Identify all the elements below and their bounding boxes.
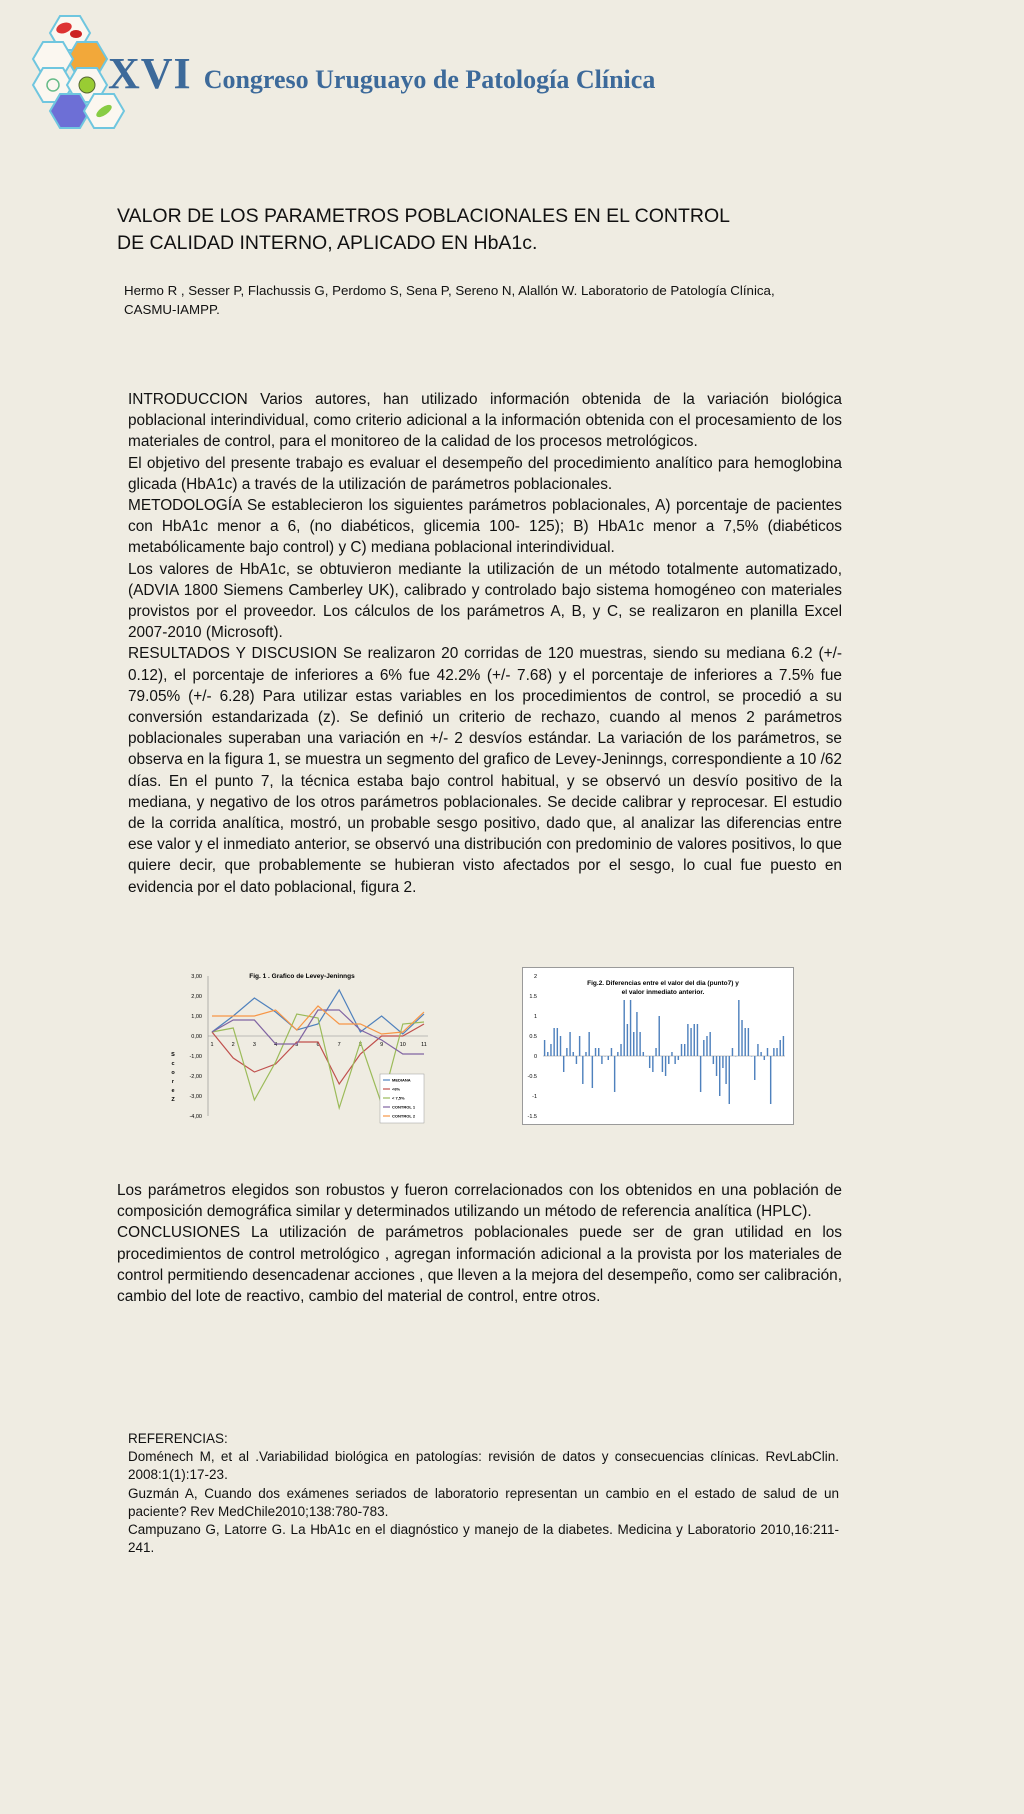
- fig2-bar: [722, 1056, 723, 1068]
- fig2-bar: [738, 1000, 739, 1056]
- fig2-bar: [684, 1044, 685, 1056]
- fig2-bar: [550, 1044, 551, 1056]
- fig1-xtick-label: 5: [295, 1042, 299, 1048]
- fig2-bar: [595, 1048, 596, 1056]
- fig1-ytick-label: 2,00: [191, 994, 202, 1000]
- fig2-bar: [780, 1040, 781, 1056]
- fig1-xtick-label: 6: [316, 1042, 320, 1048]
- figure-1-levey-jennings: [166, 966, 436, 1126]
- fig2-bar: [614, 1056, 615, 1092]
- fig1-xtick-label: 11: [421, 1042, 427, 1048]
- correlation-paragraph: Los parámetros elegidos son robustos y fueron correlacionados con los obtenidos en una población de composición demográfica similar y determinados utilizando un método de referencia analítica (HPLC).: [117, 1182, 842, 1221]
- paper-title: VALOR DE LOS PARAMETROS POBLACIONALES EN EL CONTROL DE CALIDAD INTERNO, APLICADO EN HbA1c.: [117, 205, 730, 254]
- fig2-bar: [579, 1036, 580, 1056]
- fig1-xtick-label: 8: [358, 1042, 362, 1048]
- congress-name: Congreso Uruguayo de Patología Clínica: [203, 65, 656, 94]
- fig1-legend-label: CONTROL 2: [392, 1113, 416, 1119]
- congress-header: [108, 48, 655, 99]
- fig2-bar: [592, 1056, 593, 1088]
- fig2-bar: [732, 1048, 733, 1056]
- fig2-bar: [700, 1056, 701, 1092]
- fig2-bar: [735, 1056, 736, 1057]
- references-section: [128, 1430, 839, 1557]
- congress-roman-number: XVI: [108, 49, 192, 98]
- fig2-bar: [573, 1052, 574, 1056]
- fig2-bar: [760, 1052, 761, 1056]
- fig1-ylabel-letter: o: [171, 1070, 175, 1076]
- fig1-xtick-label: 1: [210, 1042, 214, 1048]
- fig1-legend-label: < 7,5%: [392, 1095, 405, 1101]
- fig2-bar: [694, 1024, 695, 1056]
- fig2-bar: [770, 1056, 771, 1104]
- fig1-xtick-label: 2: [231, 1042, 235, 1048]
- fig2-bar: [662, 1056, 663, 1072]
- fig2-bar: [671, 1052, 672, 1056]
- fig1-xtick-label: 7: [337, 1042, 341, 1048]
- intro-paragraph: INTRODUCCION Varios autores, han utilizado información obtenida de la variación biológica poblacional interindividual, como criterio adicional a la información obtenida con el procesamiento de los materiales de control, para el monitoreo de la calidad de los procesos metrológicos.: [128, 391, 842, 451]
- fig2-bar: [627, 1024, 628, 1056]
- methods-detail-paragraph: Los valores de HbA1c, se obtuvieron mediante la utilización de un método totalmente automatizado, (ADVIA 1800 Siemens Camberley UK), calibrado y controlado bajo sistema homogéneo con materiales provistos por el proveedor. Los cálculos de los parámetros A, B, y C, se realizaron en planilla Excel 2007-2010 (Microsoft).: [128, 560, 842, 642]
- fig1-legend-label: CONTROL 1: [392, 1104, 416, 1110]
- fig2-bar: [557, 1028, 558, 1056]
- fig2-bar: [582, 1056, 583, 1084]
- fig1-legend-label: <6%: [392, 1086, 401, 1092]
- fig2-bar: [576, 1056, 577, 1064]
- fig2-bar: [646, 1056, 647, 1057]
- fig2-bar: [741, 1020, 742, 1056]
- fig1-xtick-label: 10: [399, 1042, 406, 1048]
- fig2-bar: [674, 1056, 675, 1064]
- fig2-bar: [687, 1024, 688, 1056]
- fig2-bar: [601, 1056, 602, 1064]
- fig2-ytick-label: 2: [533, 974, 537, 980]
- fig1-ytick-label: -4,00: [189, 1114, 202, 1120]
- fig2-ytick-label: -1: [532, 1094, 537, 1100]
- fig2-bar: [665, 1056, 666, 1076]
- fig1-title: Fig. 1 . Grafico de Levey-Jeninngs: [249, 973, 355, 980]
- fig1-ytick-label: 1,00: [191, 1014, 202, 1020]
- fig2-bar: [566, 1048, 567, 1056]
- fig2-bar: [611, 1048, 612, 1056]
- fig2-ytick-label: 0: [533, 1054, 537, 1060]
- references-heading: REFERENCIAS:: [128, 1431, 228, 1446]
- fig2-bar: [719, 1056, 720, 1096]
- fig2-ytick-label: -1.5: [527, 1114, 537, 1120]
- differences-bar-chart: [523, 968, 793, 1124]
- fig2-bar: [633, 1032, 634, 1056]
- fig2-bar: [569, 1032, 570, 1056]
- fig2-bar: [544, 1040, 545, 1056]
- fig1-ytick-label: -3,00: [189, 1094, 202, 1100]
- fig2-bar: [649, 1056, 650, 1068]
- fig2-bar: [617, 1052, 618, 1056]
- fig1-ylabel-letter: Z: [171, 1097, 175, 1103]
- fig2-bar: [697, 1024, 698, 1056]
- fig2-bar: [706, 1036, 707, 1056]
- fig2-bar: [703, 1040, 704, 1056]
- conclusions-paragraph: CONCLUSIONES La utilización de parámetros poblacionales puede ser de gran utilidad en los procedimientos de control metrológico , agregan información adicional a la provista por los materiales de control permitiendo desencadenar acciones , que lleven a la mejora del desempeño, como ser calibración, cambio del lote de reactivo, cambio del material de control, entre otros.: [117, 1224, 842, 1306]
- fig2-bar: [553, 1028, 554, 1056]
- fig2-ytick-label: 0.5: [529, 1034, 537, 1040]
- fig2-bar: [764, 1056, 765, 1060]
- fig2-bar: [652, 1056, 653, 1072]
- fig2-bar: [598, 1048, 599, 1056]
- fig2-ytick-label: 1.5: [529, 994, 537, 1000]
- fig2-bar: [729, 1056, 730, 1104]
- figure-2-differences: [522, 967, 794, 1125]
- fig2-title: Fig.2. Diferencias entre el valor del dia (punto7) y el valor inmediato anterior.: [587, 980, 739, 996]
- results-paragraph: RESULTADOS Y DISCUSION Se realizaron 20 corridas de 120 muestras, siendo su mediana 6.2 (+/- 0.12), el porcentaje de inferiores a 6% fue 42.2% (+/- 7.68) y el porcentaje de inferiores a 7.5% fue 79.05% (+/- 6.28) Para utilizar estas variables en los procedimientos de control, se procedió a su conversión estandarizada (z). Se definió un criterio de rechazo, cuando al menos 2 parámetros poblacionales superaban una variación en +/- 2 desvíos estándar. La variación de los parámetros, se observa en la figura 1, se muestra un segmento del grafico de Levey-Jeninngs, correspondiente a 10 /62 días. En el punto 7, la técnica estaba bajo control habitual, y se observó un desvío positivo de la mediana, y negativo de los otros parámetros poblacionales. Se decide calibrar y reprocesar. El estudio de la corrida analítica, mostró, un probable sesgo positivo, dado que, al analizar las diferencias entre ese valor y el inmediato anterior, se observó una distribución con predominio de valores positivos, lo que quiere decir, que probablemente se hubieran visto afectados por el sesgo, lo cual fue puesto en evidencia por el dato poblacional, figura 2.: [128, 645, 842, 896]
- fig2-bar: [620, 1044, 621, 1056]
- fig2-bar: [709, 1032, 710, 1056]
- fig1-series-line: [212, 990, 424, 1034]
- objective-paragraph: El objetivo del presente trabajo es evaluar el desempeño del procedimiento analítico para hemoglobina glicada (HbA1c) a través de la utilización de parámetros poblacionales.: [128, 454, 842, 493]
- fig2-bar: [751, 1056, 752, 1057]
- conclusions-section: [117, 1180, 842, 1307]
- fig2-bar: [754, 1056, 755, 1080]
- fig2-bar: [659, 1016, 660, 1056]
- fig2-bar: [713, 1056, 714, 1064]
- fig1-ylabel-letter: c: [171, 1061, 175, 1067]
- fig1-ylabel-letter: r: [171, 1079, 175, 1085]
- methodology-paragraph: METODOLOGÍA Se establecieron los siguientes parámetros poblacionales, A) porcentaje de pacientes con HbA1c menor a 6, (no diabéticos, glicemia 100- 125); B) HbA1c menor a 7,5% (diabéticos metabólicamente bajo control) y C) mediana poblacional interindividual.: [128, 497, 842, 557]
- fig2-bar: [655, 1048, 656, 1056]
- reference-item: Doménech M, et al .Variabilidad biológica en patologías: revisión de datos y consecuencias clínicas. RevLabClin. 2008:1(1):17-23.: [128, 1449, 839, 1483]
- fig1-ytick-label: 0,00: [191, 1034, 202, 1040]
- reference-item: Guzmán A, Cuando dos exámenes seriados de laboratorio representan un cambio en el estado de salud de un paciente? Rev MedChile2010;138:780-783.: [128, 1485, 839, 1519]
- fig2-bar: [767, 1048, 768, 1056]
- fig1-legend-label: MEDIANA: [392, 1077, 411, 1083]
- fig2-bar: [585, 1052, 586, 1056]
- fig2-bar: [608, 1056, 609, 1060]
- fig2-ytick-label: 1: [533, 1014, 537, 1020]
- reference-item: Campuzano G, Latorre G. La HbA1c en el diagnóstico y manejo de la diabetes. Medicina y Laboratorio 2010,16:211-241.: [128, 1522, 839, 1556]
- authors-affiliation: Hermo R , Sesser P, Flachussis G, Perdomo S, Sena P, Sereno N, Alallón W. Laboratorio de Patología Clínica, CASMU-IAMPP.: [124, 283, 775, 317]
- fig2-bar: [716, 1056, 717, 1076]
- fig1-xtick-label: 4: [274, 1042, 278, 1048]
- levey-jennings-chart: [166, 966, 436, 1126]
- introduction-section: [128, 389, 842, 898]
- fig1-xtick-label: 9: [380, 1042, 384, 1048]
- fig2-bar: [748, 1028, 749, 1056]
- fig1-xtick-label: 3: [252, 1042, 256, 1048]
- fig2-bar: [783, 1036, 784, 1056]
- fig2-bar: [690, 1028, 691, 1056]
- fig2-bar: [588, 1032, 589, 1056]
- fig2-bar: [560, 1036, 561, 1056]
- fig2-bar: [773, 1048, 774, 1056]
- fig1-ytick-label: 3,00: [191, 974, 202, 980]
- fig2-ytick-label: -0.5: [527, 1074, 537, 1080]
- fig2-bar: [623, 1000, 624, 1056]
- fig2-bar: [668, 1056, 669, 1064]
- fig2-bar: [639, 1032, 640, 1056]
- fig2-bar: [678, 1056, 679, 1060]
- fig2-bar: [776, 1048, 777, 1056]
- fig1-ylabel-letter: S: [171, 1052, 175, 1058]
- fig1-ytick-label: -1,00: [189, 1054, 202, 1060]
- fig2-bar: [643, 1052, 644, 1056]
- fig2-bar: [563, 1056, 564, 1072]
- fig2-bar: [744, 1028, 745, 1056]
- fig2-bar: [681, 1044, 682, 1056]
- fig2-bar: [604, 1056, 605, 1057]
- fig1-ylabel-letter: e: [171, 1088, 175, 1094]
- fig2-bar: [547, 1052, 548, 1056]
- fig1-ytick-label: -2,00: [189, 1074, 202, 1080]
- fig2-bar: [725, 1056, 726, 1084]
- fig2-bar: [636, 1012, 637, 1056]
- fig2-bar: [630, 1000, 631, 1056]
- fig2-bar: [757, 1044, 758, 1056]
